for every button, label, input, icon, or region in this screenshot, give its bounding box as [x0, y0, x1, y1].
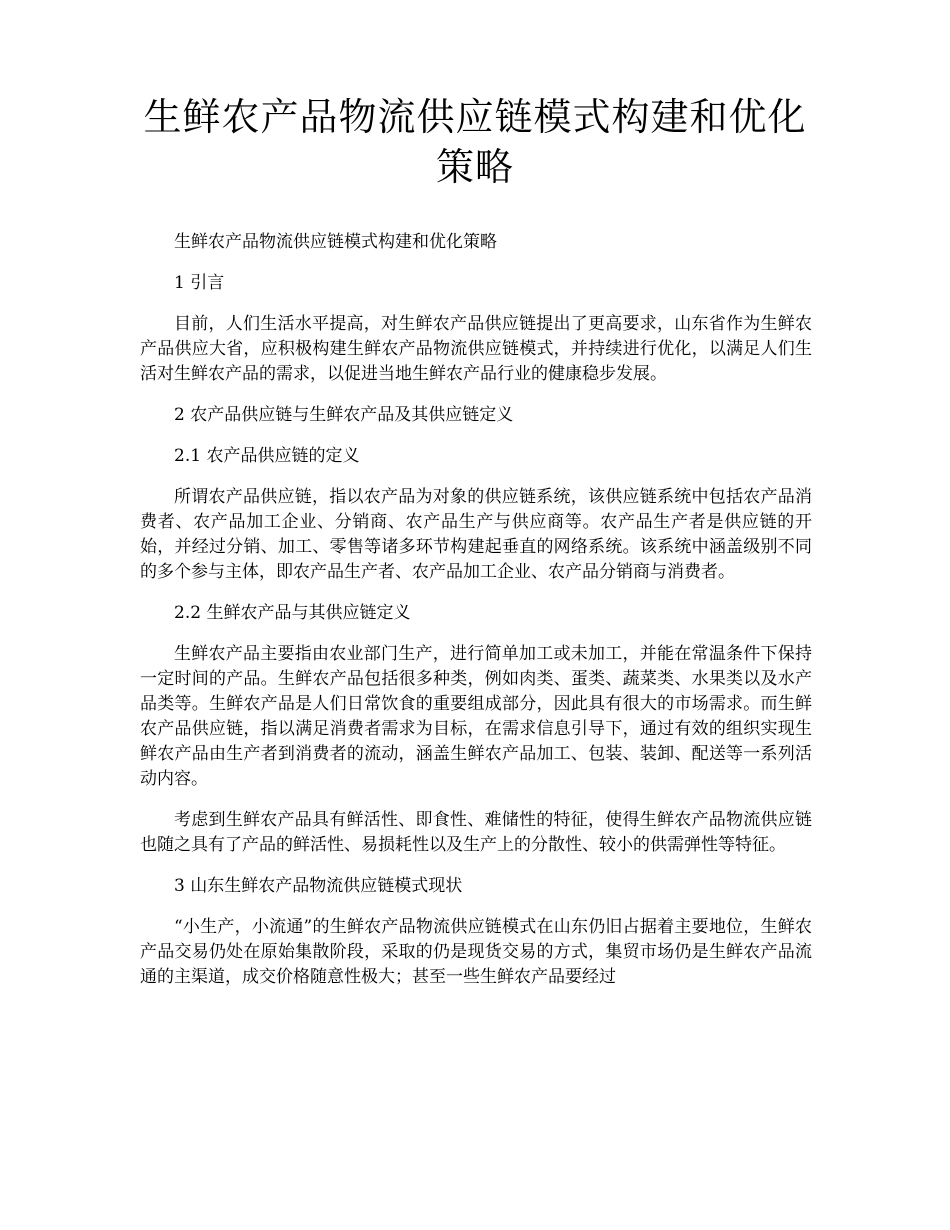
document-title: 生鲜农产品物流供应链模式构建和优化策略 — [143, 95, 807, 189]
section-heading-1: 1 引言 — [174, 273, 225, 293]
paragraph-intro: 目前，人们生活水平提高，对生鲜农产品供应链提出了更高要求，山东省作为生鲜农产品供应大省，应积极构建生鲜农产品物流供应链模式，并持续进行优化，以满足人们生活对生鲜农产品的需求，以促进当地生鲜农产品行业的健康稳步发展。 — [140, 314, 812, 384]
paragraph-fresh-products-definition: 生鲜农产品主要指由农业部门生产，进行简单加工或未加工，并能在常温条件下保持一定时间的产品。生鲜农产品包括很多种类，例如肉类、蛋类、蔬菜类、水果类以及水产品类等。生鲜农产品是人们日常饮食的重要组成部分，因此具有很大的市场需求。而生鲜农产品供应链，指以满足消费者需求为目标，在需求信息引导下，通过有效的组织实现生鲜农产品由生产者到消费者的流动，涵盖生鲜农产品加工、包装、装卸、配送等一系列活动内容。 — [140, 644, 812, 789]
paragraph-shandong-status: “小生产，小流通”的生鲜农产品物流供应链模式在山东仍旧占据着主要地位，生鲜农产品交易仍处在原始集散阶段，采取的仍是现货交易的方式，集贸市场仍是生鲜农产品流通的主渠道，成交价格随意性极大；甚至一些生鲜农产品要经过 — [140, 917, 812, 987]
document-body — [140, 230, 812, 1006]
body-subtitle: 生鲜农产品物流供应链模式构建和优化策略 — [174, 232, 497, 252]
section-heading-2-2: 2.2 生鲜农产品与其供应链定义 — [174, 603, 411, 623]
section-heading-2: 2 农产品供应链与生鲜农产品及其供应链定义 — [174, 405, 514, 425]
section-heading-2-1: 2.1 农产品供应链的定义 — [174, 446, 360, 466]
paragraph-fresh-products-features: 考虑到生鲜农产品具有鲜活性、即食性、难储性的特征，使得生鲜农产品物流供应链也随之具有了产品的鲜活性、易损耗性以及生产上的分散性、较小的供需弹性等特征。 — [140, 810, 812, 855]
section-heading-3: 3 山东生鲜农产品物流供应链模式现状 — [174, 876, 463, 896]
paragraph-supply-chain-definition: 所谓农产品供应链，指以农产品为对象的供应链系统，该供应链系统中包括农产品消费者、农产品加工企业、分销商、农产品生产与供应商等。农产品生产者是供应链的开始，并经过分销、加工、零售等诸多环节构建起垂直的网络系统。该系统中涵盖级别不同的多个参与主体，即农产品生产者、农产品加工企业、农产品分销商与消费者。 — [140, 487, 812, 582]
